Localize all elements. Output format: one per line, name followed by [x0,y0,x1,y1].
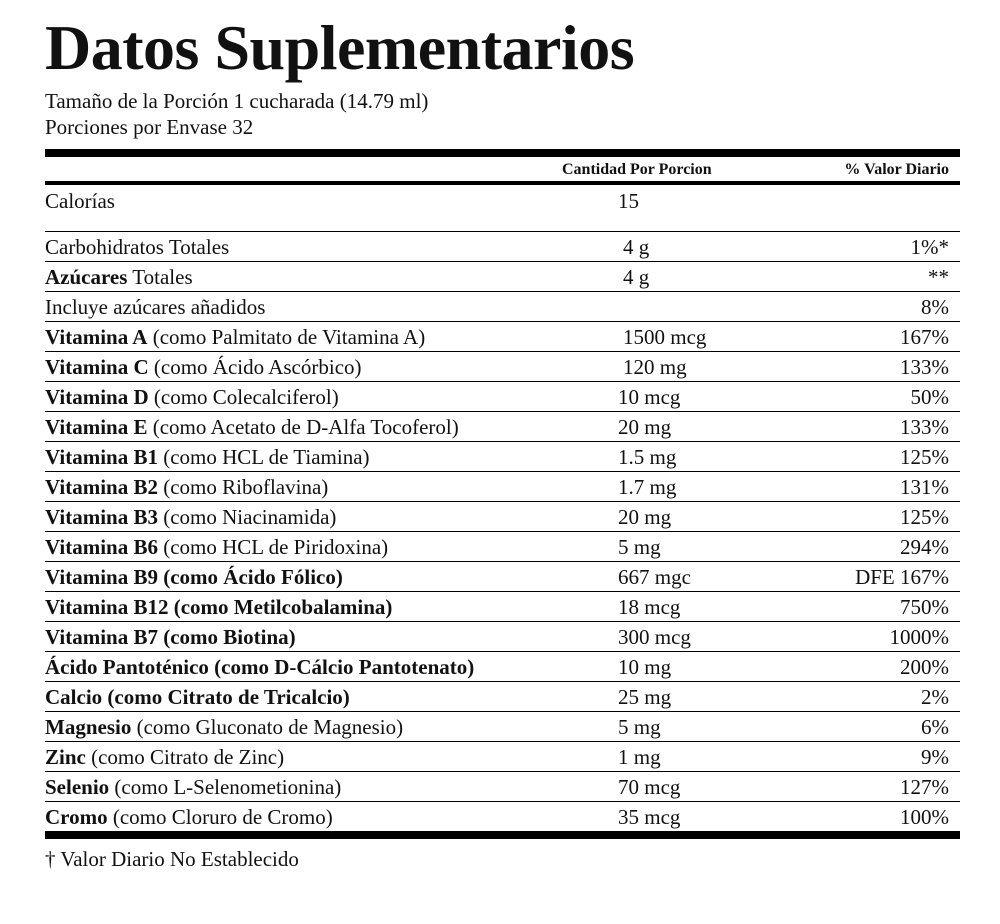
nutrient-rows [45,185,960,832]
nutrient-name [45,775,341,800]
nutrient-amount: 15 [618,189,639,213]
nutrient-name [45,595,392,620]
nutrient-daily-value: 125% [900,505,949,529]
nutrient-name [45,265,193,290]
nutrient-row [45,742,960,772]
nutrient-row [45,532,960,562]
nutrient-amount: 18 mcg [618,595,681,619]
nutrient-row [45,562,960,592]
nutrient-amount: 35 mcg [618,805,681,829]
nutrient-name-detail: (como Gluconato de Magnesio) [131,715,404,739]
nutrient-name [45,475,328,500]
nutrient-daily-value: 750% [900,595,949,619]
nutrient-daily-value: 1%* [910,235,949,259]
nutrient-name-detail: (como Cloruro de Cromo) [107,805,333,829]
nutrient-amount: 10 mg [618,655,672,679]
nutrient-daily-value: 50% [910,385,949,409]
nutrient-amount: 1 mg [618,745,661,769]
top-divider [45,149,960,157]
nutrient-name-detail: (como HCL de Piridoxina) [157,535,389,559]
nutrient-daily-value: 1000% [889,625,949,649]
label-title: Datos Suplementarios [45,12,635,83]
nutrient-name-bold: Vitamina B2 [45,475,158,499]
amount-header: Cantidad Por Porcion [562,161,712,178]
nutrient-row [45,772,960,802]
nutrient-amount: 120 mg [623,355,687,379]
nutrient-name-detail: (como Acetato de D-Alfa Tocoferol) [147,415,459,439]
nutrient-name-bold: Vitamina B9 (como Ácido Fólico) [45,565,343,589]
nutrient-amount: 20 mg [618,505,672,529]
nutrient-name-detail: (como L-Selenometionina) [109,775,342,799]
nutrient-row [45,352,960,382]
supplement-facts-panel [45,14,960,872]
nutrient-name [45,385,339,410]
nutrient-name-detail: (como Colecalciferol) [148,385,339,409]
nutrient-name [45,295,265,320]
nutrient-daily-value: DFE 167% [855,565,949,589]
nutrient-amount: 25 mg [618,685,672,709]
nutrient-name [45,235,229,260]
nutrient-daily-value: 200% [900,655,949,679]
nutrient-name-bold: Vitamina B3 [45,505,158,529]
nutrient-row [45,412,960,442]
nutrient-name [45,445,370,470]
nutrient-name [45,535,388,560]
nutrient-name-detail: Calorías [45,189,115,213]
nutrient-row [45,682,960,712]
nutrient-name-detail: (como HCL de Tiamina) [157,445,370,469]
nutrient-row [45,472,960,502]
daily-value-header: % Valor Diario [844,161,949,178]
nutrient-daily-value: 6% [921,715,949,739]
nutrient-amount: 4 g [623,235,650,259]
footnote: † Valor Diario No Establecido [45,847,299,871]
nutrient-daily-value: 167% [900,325,949,349]
nutrient-row [45,712,960,742]
nutrient-name-bold: Vitamina B1 [45,445,158,469]
nutrient-amount: 1500 mcg [623,325,707,349]
nutrient-row [45,502,960,532]
nutrient-row [45,442,960,472]
nutrient-name-bold: Ácido Pantoténico (como D-Cálcio Pantotenato) [45,655,475,679]
nutrient-amount: 5 mg [618,715,661,739]
nutrient-row [45,262,960,292]
nutrient-daily-value: 2% [921,685,949,709]
nutrient-name [45,325,425,350]
nutrient-name-detail: (como Niacinamida) [157,505,337,529]
nutrient-name-detail: Incluye azúcares añadidos [45,295,266,319]
nutrient-name [45,505,336,530]
nutrient-name-bold: Vitamina B7 (como Biotina) [45,625,296,649]
servings-per-container: Porciones por Envase 32 [45,115,254,139]
nutrient-daily-value: 127% [900,775,949,799]
nutrient-daily-value: 9% [921,745,949,769]
nutrient-daily-value: 125% [900,445,949,469]
nutrient-name-detail: (como Palmitato de Vitamina A) [147,325,426,349]
nutrient-row [45,292,960,322]
nutrient-name [45,565,343,590]
serving-size: Tamaño de la Porción 1 cucharada (14.79 ml) [45,89,429,113]
column-headers [45,157,960,181]
nutrient-row [45,592,960,622]
nutrient-name-detail: Carbohidratos Totales [45,235,230,259]
nutrient-amount: 667 mgc [618,565,691,589]
nutrient-name-bold: Azúcares [45,265,128,289]
nutrient-daily-value: 100% [900,805,949,829]
nutrient-daily-value: ** [928,265,949,289]
nutrient-name-bold: Vitamina E [45,415,148,439]
nutrient-name-bold: Vitamina D [45,385,149,409]
nutrient-row [45,652,960,682]
nutrient-name [45,685,350,710]
nutrient-name-detail: Totales [127,265,193,289]
nutrient-name-bold: Selenio [45,775,110,799]
nutrient-name [45,355,362,380]
nutrient-amount: 300 mcg [618,625,691,649]
nutrient-daily-value: 294% [900,535,949,559]
nutrient-name-bold: Vitamina B12 (como Metilcobalamina) [45,595,393,619]
nutrient-amount: 10 mcg [618,385,681,409]
nutrient-name-detail: (como Citrato de Zinc) [85,745,285,769]
nutrient-name [45,189,115,214]
nutrient-daily-value: 133% [900,415,949,439]
nutrient-name-bold: Vitamina C [45,355,149,379]
nutrient-row [45,322,960,352]
nutrient-amount: 1.5 mg [618,445,677,469]
nutrient-name-bold: Vitamina B6 [45,535,158,559]
nutrient-name-bold: Vitamina A [45,325,148,349]
nutrient-name-bold: Zinc [45,745,86,769]
nutrient-name-detail: (como Ácido Ascórbico) [148,355,362,379]
nutrient-row [45,232,960,262]
nutrient-row [45,802,960,832]
nutrient-row [45,185,960,232]
nutrient-name [45,415,459,440]
nutrient-name-bold: Calcio (como Citrato de Tricalcio) [45,685,350,709]
nutrient-daily-value: 131% [900,475,949,499]
nutrient-name [45,745,284,770]
nutrient-name [45,625,296,650]
nutrient-row [45,382,960,412]
nutrient-name-bold: Cromo [45,805,108,829]
nutrient-name [45,805,333,830]
nutrient-amount: 5 mg [618,535,661,559]
nutrient-name-bold: Magnesio [45,715,132,739]
nutrient-amount: 20 mg [618,415,672,439]
nutrient-name-detail: (como Riboflavina) [157,475,329,499]
bottom-divider [45,831,960,839]
nutrient-daily-value: 133% [900,355,949,379]
nutrient-amount: 4 g [623,265,650,289]
nutrient-name [45,715,403,740]
nutrient-daily-value: 8% [921,295,949,319]
nutrient-amount: 70 mcg [618,775,681,799]
nutrient-row [45,622,960,652]
nutrient-amount: 1.7 mg [618,475,677,499]
nutrient-name [45,655,474,680]
